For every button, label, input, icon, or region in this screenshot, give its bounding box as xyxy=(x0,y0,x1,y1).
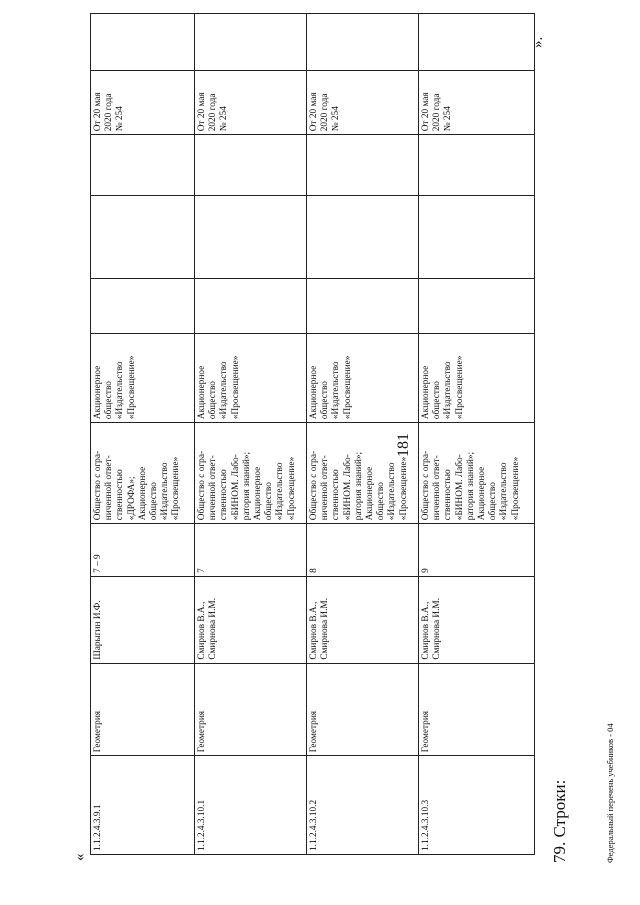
owner-cell: Акционерное общество «Издательство «Просвещение» xyxy=(195,333,307,422)
owner-cell: Акционерное общество «Издательство «Просвещение» xyxy=(91,333,195,422)
publisher-cell: Общество с огра- ниченной ответ- ственностью «БИНОМ. Лабо- ратория знаний»; Акционерное общество «Издательство «Просвещение» xyxy=(307,423,419,524)
grade-cell: 7 xyxy=(195,524,307,577)
page-number: 181 xyxy=(395,433,412,457)
grade-cell: 7 – 9 xyxy=(91,524,195,577)
empty-cell xyxy=(419,195,535,279)
rotated-content xyxy=(8,13,628,893)
empty-cell xyxy=(91,195,195,279)
subject-cell: Геометрия xyxy=(307,663,419,756)
table-row xyxy=(419,14,535,855)
authors-cell: Смирнов В.А., Смирнова И.М. xyxy=(419,576,535,663)
subject-cell: Геометрия xyxy=(91,663,195,756)
publisher-cell: Общество с огра- ниченной ответ- ственностью «БИНОМ. Лабо- ратория знаний»; Акционерное общество «Издательство «Просвещение» xyxy=(419,423,535,524)
opening-quote: « xyxy=(72,853,88,861)
empty-cell xyxy=(307,14,419,71)
order-date-cell: От 20 мая 2020 года № 254 xyxy=(91,70,195,135)
owner-cell: Акционерное общество «Издательство «Просвещение» xyxy=(307,333,419,422)
empty-cell xyxy=(195,279,307,334)
publisher-cell: Общество с огра- ниченной ответ- ственностью «БИНОМ. Лабо- ратория знаний»; Акционерное общество «Издательство «Просвещение» xyxy=(195,423,307,524)
table-row xyxy=(91,14,195,855)
closing-quote: ». xyxy=(530,36,546,48)
empty-cell xyxy=(91,279,195,334)
empty-cell xyxy=(195,14,307,71)
empty-cell xyxy=(419,279,535,334)
code-cell: 1.1.2.4.3.10.3 xyxy=(419,756,535,855)
table-body xyxy=(91,14,535,855)
section-heading: 79. Строки: xyxy=(550,779,569,863)
empty-cell xyxy=(419,14,535,71)
code-cell: 1.1.2.4.3.10.2 xyxy=(307,756,419,855)
empty-cell xyxy=(195,135,307,195)
empty-cell xyxy=(91,14,195,71)
grade-cell: 9 xyxy=(419,524,535,577)
textbook-table xyxy=(90,13,535,855)
code-cell: 1.1.2.4.3.10.1 xyxy=(195,756,307,855)
table-row xyxy=(307,14,419,855)
order-date-cell: От 20 мая 2020 года № 254 xyxy=(419,70,535,135)
authors-cell: Смирнов В.А., Смирнова И.М. xyxy=(195,576,307,663)
empty-cell xyxy=(195,195,307,279)
empty-cell xyxy=(307,135,419,195)
owner-cell: Акционерное общество «Издательство «Просвещение» xyxy=(419,333,535,422)
empty-cell xyxy=(307,279,419,334)
subject-cell: Геометрия xyxy=(419,663,535,756)
order-date-cell: От 20 мая 2020 года № 254 xyxy=(195,70,307,135)
table-row xyxy=(195,14,307,855)
subject-cell: Геометрия xyxy=(195,663,307,756)
publisher-cell: Общество с огра- ниченной ответ- ственностью «ДРОФА»; Акционерное общество «Издательство «Просвещение» xyxy=(91,423,195,524)
authors-cell: Шарыгин И.Ф. xyxy=(91,576,195,663)
empty-cell xyxy=(419,135,535,195)
empty-cell xyxy=(91,135,195,195)
grade-cell: 8 xyxy=(307,524,419,577)
code-cell: 1.1.2.4.3.9.1 xyxy=(91,756,195,855)
order-date-cell: От 20 мая 2020 года № 254 xyxy=(307,70,419,135)
footer-note: Федеральный перечень учебников - 04 xyxy=(605,723,615,863)
empty-cell xyxy=(307,195,419,279)
authors-cell: Смирнов В.А., Смирнова И.М. xyxy=(307,576,419,663)
